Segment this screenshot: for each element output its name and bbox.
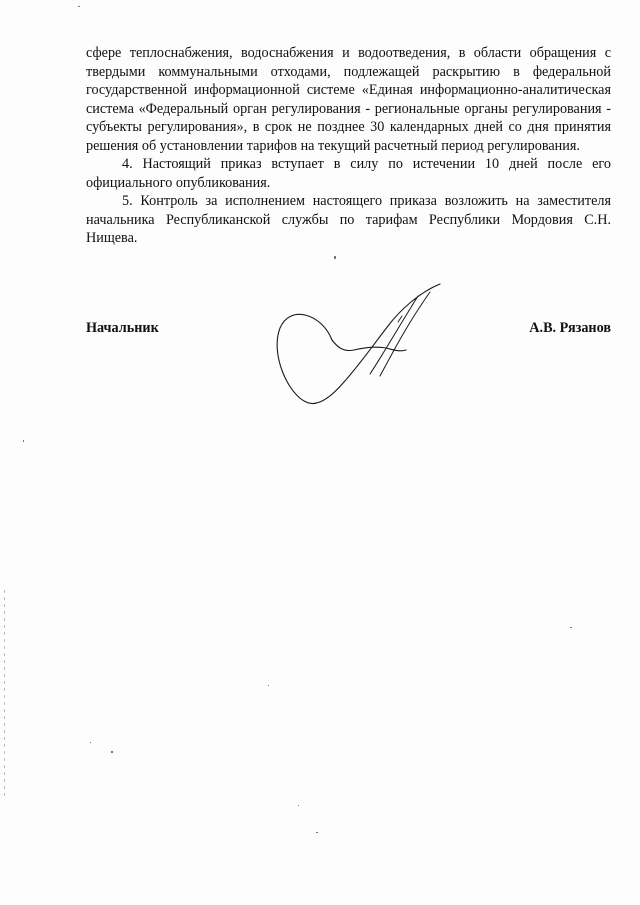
scan-speck — [268, 685, 269, 686]
paragraph-continued: сфере теплоснабжения, водоснабжения и водоотведения, в области обращения с твердыми коммунальными отходами, подлежащей раскрытию в федеральной государственной информационной системе «Единая информационно-аналитическая система «Федеральный орган регулирования - региональные органы регулирования - субъекты регулирования», в срок не позднее 30 календарных дней со дня принятия решения об установлении тарифов на текущий расчетный период регулирования. — [86, 45, 611, 154]
handwritten-signature — [270, 282, 450, 410]
document-body — [86, 44, 611, 248]
scan-speck — [90, 742, 91, 743]
scan-speck — [334, 256, 336, 259]
paragraph-item-4: 4. Настоящий приказ вступает в силу по истечении 10 дней после его официального опубликования. — [86, 156, 611, 191]
scan-speck — [570, 627, 572, 628]
scan-edge-mark — [4, 590, 5, 800]
scan-speck — [316, 832, 318, 833]
signatory-title: Начальник — [86, 320, 159, 336]
paragraph-item-5: 5. Контроль за исполнением настоящего приказа возложить на заместителя начальника Республиканской службы по тарифам Республики Мордовия С.Н. Нищева. — [86, 193, 611, 246]
scan-speck — [298, 805, 299, 806]
scan-speck — [78, 6, 80, 7]
scan-speck — [111, 751, 113, 753]
scan-speck — [23, 440, 24, 442]
signatory-name: А.В. Рязанов — [529, 320, 611, 336]
signature-block — [86, 320, 611, 342]
